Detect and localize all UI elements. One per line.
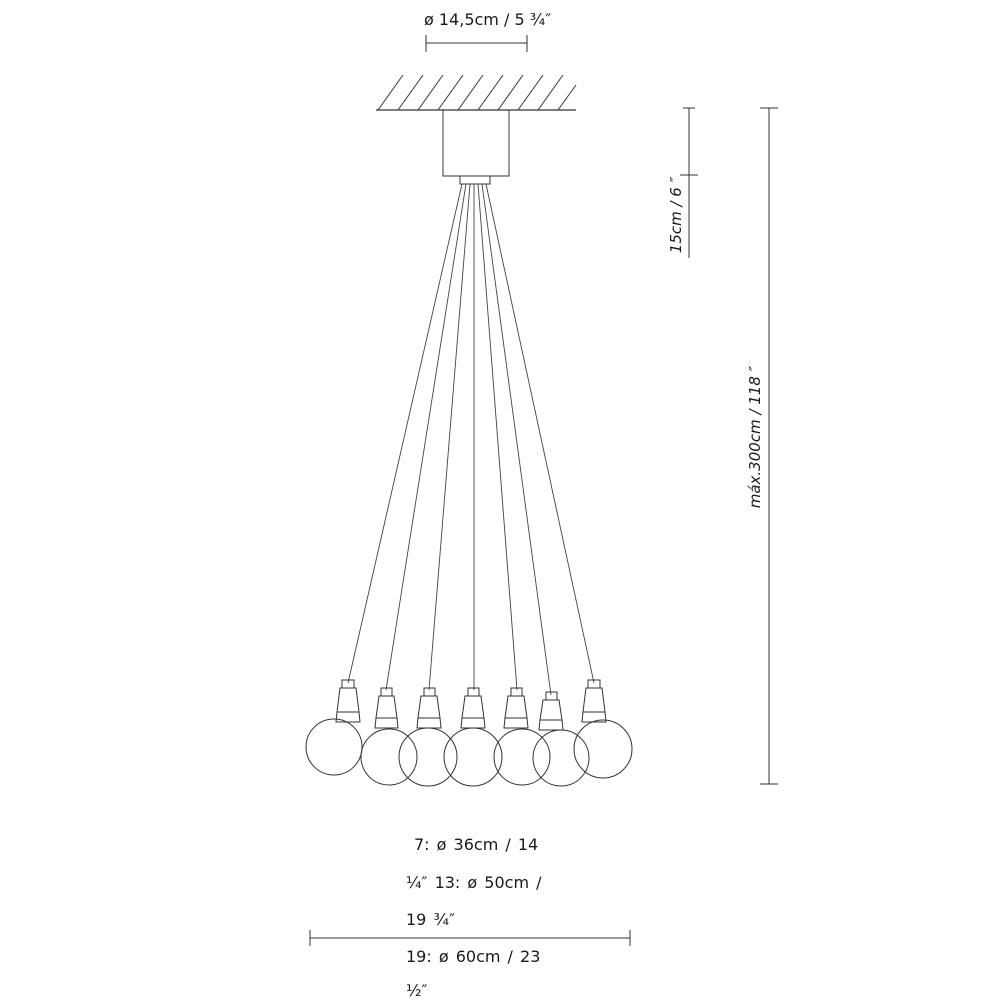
cables [348, 184, 594, 695]
max-length-label: máx.300cm / 118 ″ [746, 365, 764, 509]
bulb-1 [306, 680, 362, 775]
bulb-2 [361, 688, 417, 785]
top-diameter-label: ø 14,5cm / 5 ¾″ [424, 10, 552, 29]
size-line-4: 19: ø 60cm / 23 [406, 947, 541, 966]
size-line-1: 7: ø 36cm / 14 [414, 835, 539, 854]
canopy-height-label: 15cm / 6 ″ [667, 176, 685, 254]
size-line-2: ¼″ 13: ø 50cm / [406, 873, 542, 892]
size-line-5: ½″ [406, 981, 428, 1000]
bulb-7 [574, 680, 632, 778]
canopy [443, 110, 509, 176]
size-line-3: 19 ¾″ [406, 910, 455, 929]
ceiling-hatch [378, 75, 576, 110]
cable-holder [460, 176, 490, 184]
bulb-6 [533, 692, 589, 786]
bulb-5 [494, 688, 550, 785]
